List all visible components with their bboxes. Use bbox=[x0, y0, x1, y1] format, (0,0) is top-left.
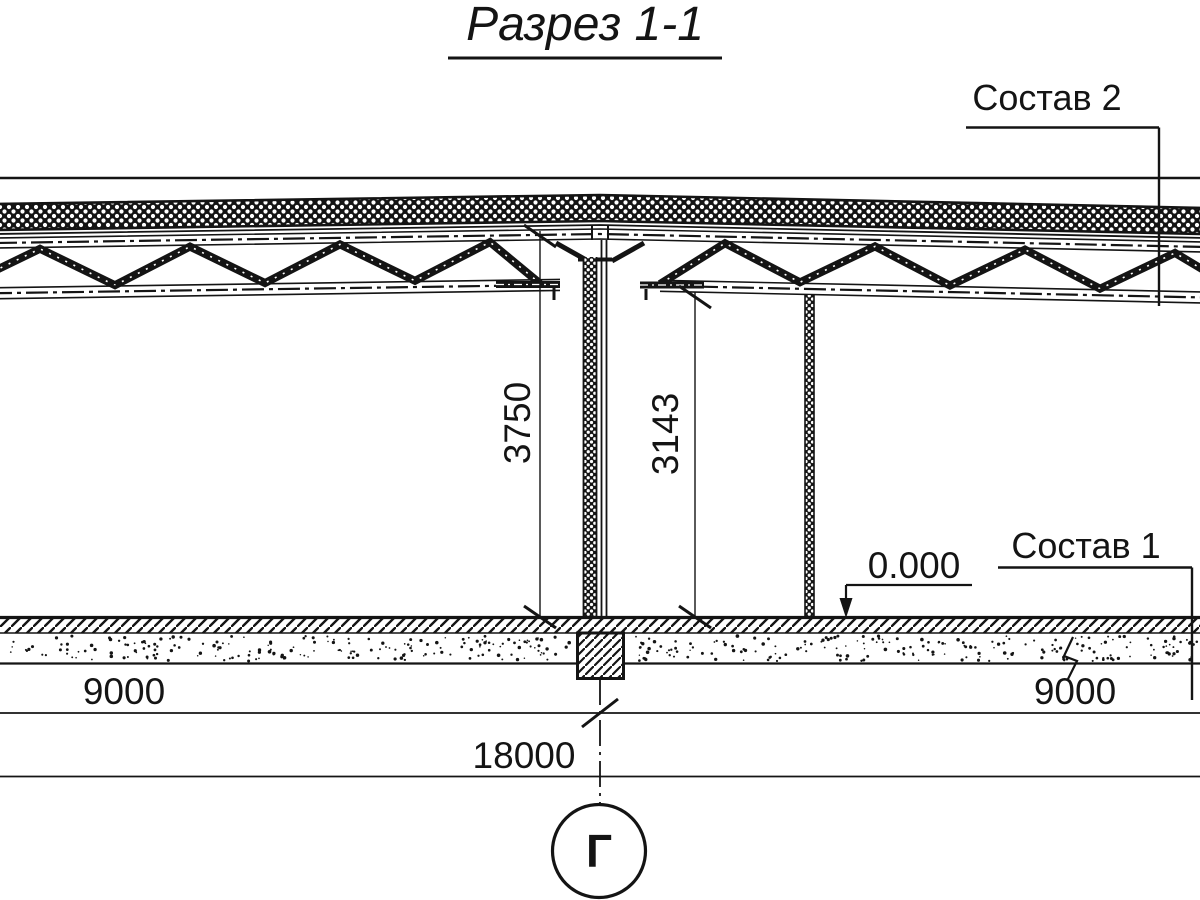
dim-18000-text: 18000 bbox=[472, 735, 576, 776]
axis-label: Г bbox=[585, 825, 613, 877]
callout-sostav1-text: Состав 1 bbox=[1011, 525, 1161, 566]
dim-9000-left-text: 9000 bbox=[82, 671, 166, 712]
right-panel-hatch bbox=[805, 295, 814, 618]
center-column bbox=[584, 240, 607, 618]
floor-screed-hatch-band bbox=[0, 619, 1200, 633]
roof-assembly bbox=[0, 178, 1200, 303]
floor-slab bbox=[0, 618, 1200, 682]
center-panel-hatch bbox=[584, 257, 597, 618]
level-mark-text: 0.000 bbox=[867, 545, 961, 586]
right-partition-wall bbox=[805, 295, 814, 618]
callout-sostav2-text: Состав 2 bbox=[972, 77, 1122, 118]
level-mark-arrow bbox=[840, 598, 853, 618]
dim-9000-right-text: 9000 bbox=[1033, 671, 1117, 712]
foundation-block bbox=[578, 633, 624, 679]
dim-3750-text: 3750 bbox=[497, 381, 538, 465]
level-mark bbox=[840, 545, 973, 618]
truss-bottom-chord-left bbox=[0, 279, 560, 298]
page-title: Разрез 1-1 bbox=[466, 0, 704, 51]
axis-g bbox=[553, 679, 646, 898]
dimension-3143 bbox=[645, 286, 711, 628]
ridge-connection-detail bbox=[556, 226, 644, 261]
title-block bbox=[448, 0, 722, 58]
dim-3143-text: 3143 bbox=[645, 392, 686, 476]
